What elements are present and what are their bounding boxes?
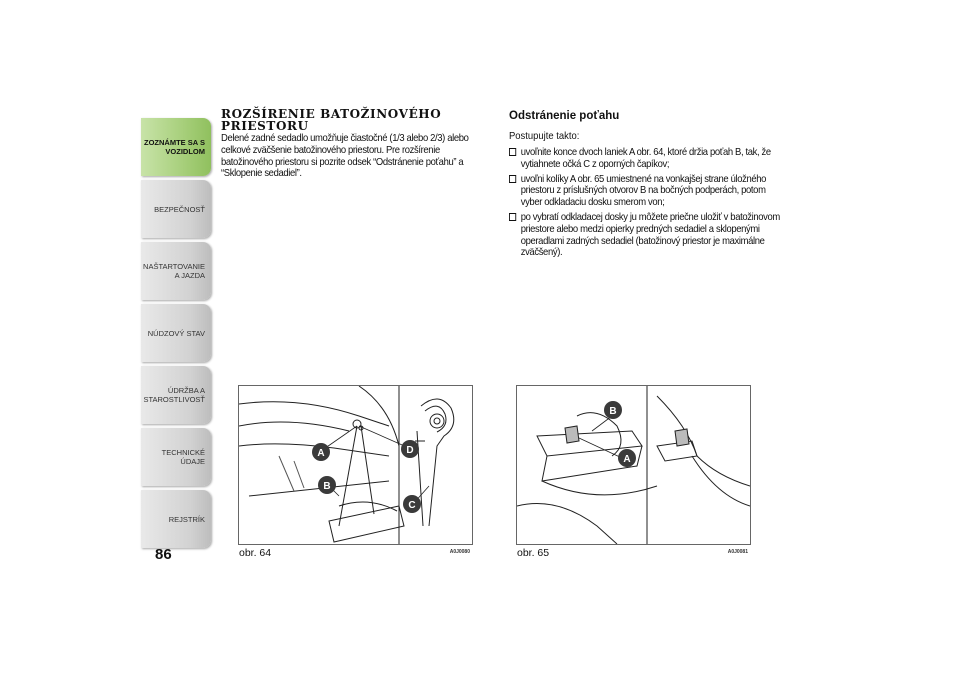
list-item xyxy=(509,147,784,171)
figure-caption: obr. 64 xyxy=(239,547,272,559)
tab-label: ZOZNÁMTE SA S VOZIDLOM xyxy=(144,138,205,156)
list-item xyxy=(509,174,784,209)
figure-64 xyxy=(238,385,473,559)
figure-caption: obr. 65 xyxy=(517,547,550,559)
figure-code: A0J0080 xyxy=(449,549,470,555)
subsection-heading: Odstránenie poťahu xyxy=(509,110,620,122)
page-number: 86 xyxy=(155,546,172,563)
figure-code: A0J0081 xyxy=(727,549,748,555)
parcel-shelf-illustration xyxy=(517,386,750,544)
tab-zoznamte-sa-s-vozidlom[interactable] xyxy=(141,118,211,176)
tab-label: BEZPEČNOSŤ xyxy=(154,204,205,214)
tab-label: NAŠTARTOVANIE A JAZDA xyxy=(143,262,205,280)
checkbox-bullet-icon xyxy=(509,175,516,183)
tab-technicke-udaje[interactable] xyxy=(141,428,211,486)
instruction-list xyxy=(509,147,784,262)
callout-label: C xyxy=(408,500,416,511)
tab-label: REJSTRÍK xyxy=(168,514,205,524)
callout-label: B xyxy=(323,481,331,492)
checkbox-bullet-icon xyxy=(509,148,516,156)
callout-label: A xyxy=(317,448,325,459)
tab-label: TECHNICKÉ ÚDAJE xyxy=(161,448,205,466)
lead-text: Postupujte takto: xyxy=(509,130,580,142)
intro-paragraph: Delené zadné sedadlo umožňuje čiastočné (1/3 alebo 2/3) alebo celkové zväčšenie batožinového priestoru. Pre rozšírenie batožinového priestoru si pozrite odsek “Odstránenie poťahu” a “Sklopenie sedadiel”. xyxy=(221,132,469,180)
checkbox-bullet-icon xyxy=(509,213,516,221)
callout-label: B xyxy=(609,406,617,417)
tab-nastartovanie-a-jazda[interactable] xyxy=(141,242,211,300)
list-item-text: uvoľni kolíky A obr. 65 umiestnené na vonkajšej strane úložného priestoru z príslušných otvorov B na bočných podperách, potom vyber odkladaciu dosku smerom von; xyxy=(520,172,767,209)
figure-65 xyxy=(516,385,751,559)
tab-bezpecnost[interactable] xyxy=(141,180,211,238)
callout-label: D xyxy=(406,445,414,456)
list-item-text: uvoľnite konce dvoch laniek A obr. 64, ktoré držia poťah B, tak, že vytiahnete očká C z oporných čapíkov; xyxy=(520,146,771,170)
tab-udrzba-a-starostlivost[interactable] xyxy=(141,366,211,424)
section-title: ROZŠÍRENIE BATOŽINOVÉHO PRIESTORU xyxy=(221,107,442,133)
trunk-cover-illustration xyxy=(239,386,472,544)
tab-label: ÚDRŽBA A STAROSTLIVOSŤ xyxy=(143,386,205,404)
tab-rejstrik[interactable] xyxy=(141,490,211,548)
callout-label: A xyxy=(623,454,631,465)
list-item-text: po vybratí odkladacej dosky ju môžete priečne uložiť v batožinovom priestore alebo medzi opierky predných sedadiel a sklopenými operadlami zadných sedadiel (batožinový priestor je maximálne zväčšený). xyxy=(520,210,780,259)
list-item xyxy=(509,212,784,259)
tab-label: NÚDZOVÝ STAV xyxy=(147,328,205,338)
tab-nudzovy-stav[interactable] xyxy=(141,304,211,362)
